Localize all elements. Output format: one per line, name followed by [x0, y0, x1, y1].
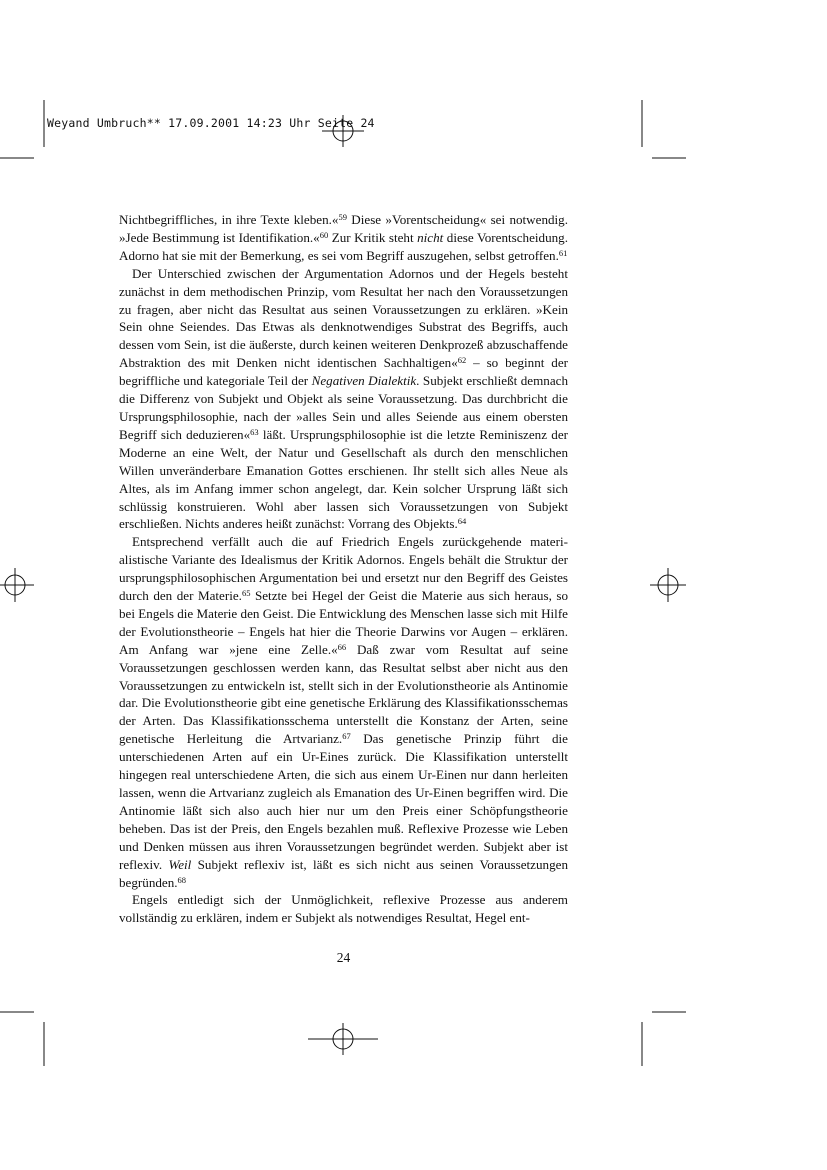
footnote-reference: 59	[338, 212, 347, 222]
footnote-reference: 66	[337, 641, 347, 652]
footnote-reference: 68	[177, 874, 187, 885]
text-run: – so beginnt der begriffliche und kategoriale Teil der	[119, 355, 568, 389]
footnote-reference: 67	[342, 731, 351, 742]
text-run: Setzte bei Hegel der Geist die Materie aus sich heraus, so bei Engels die Materie den Geist. Die Entwicklung des Menschen lasse sich mit Hilfe der Evolutionstheorie – Engels hat hier die Theorie Darwins vor Augen – erklären. Am Anfang war »jene eine Zelle.«	[119, 588, 568, 657]
text-run: läßt. Ursprungsphilosophie ist die letzte Reminiszenz der Moderne an eine Welt, der Natur und Gesellschaft als durch den menschlichen Willen unveränderbare Emanation Gottes erschienen. Ihr stellt sich alles Neue als Altes, als im Anfang immer schon angelegt, dar. Kein solcher Ursprung läßt sich schlüssig konstruieren. Wohl aber lassen sich Voraussetzungen von Subjekt erschließen. Nichts anderes heißt zunächst: Vorrang des Objekts.	[119, 426, 568, 532]
emphasis-text: Negativen Dialektik	[311, 373, 417, 389]
text-run: diese Vorentscheidung. Adorno hat sie mit der Bemerkung, es sei vom Begriff auszugehen, selbst getroffen.	[119, 229, 568, 263]
text-run: Der Unterschied zwischen der Argumentation Adornos und der Hegels besteht zunächst in dem methodischen Prinzip, vom Resultat her nach den Voraussetzungen zu fragen, aber nicht das Resultat aus seinen Voraussetzungen zu erklären. »Kein Sein ohne Seiendes. Das Etwas als denknotwendiges Substrat des Begriffs, auch dessen vom Sein, ist die äußerste, durch keinen weiteren Denkprozeß abzuschaffende Abstraktion des mit Denken nicht identischen Sachhaltigen«	[119, 265, 568, 371]
print-slug-line: Weyand Umbruch** 17.09.2001 14:23 Uhr Seite 24	[47, 116, 375, 130]
body-paragraph	[119, 533, 568, 891]
text-run: Nichtbegriffliches, in ihre Texte kleben.«	[119, 212, 339, 227]
emphasis-text: nicht	[417, 229, 444, 245]
text-run: Engels entledigt sich der Unmöglichkeit, reflexive Prozesse aus anderem vollständig zu erklären, indem er Subjekt als notwendiges Resultat, Hegel ent-	[119, 892, 568, 926]
body-text	[119, 211, 568, 927]
text-run: Entsprechend verfällt auch die auf Friedrich Engels zurückgehende materialistische Variante des Idealismus der Kritik Adornos. Engels behält die Struktur der ursprungsphilosophischen Argumentation bei und ersetzt nur den Begriff des Geistes durch den der Materie.	[119, 534, 568, 604]
body-paragraph	[119, 211, 568, 265]
footnote-reference: 61	[558, 247, 568, 258]
page-number: 24	[336, 950, 351, 965]
registration-mark-top	[322, 115, 364, 147]
text-run: Das genetische Prinzip führt die unterschiedenen Arten auf ein Ur-Eines zurück. Die Klassifikation unterstellt hingegen real unterschiedene Arten, die sich aus einem Ur-Einen nur dann herleiten lassen, wenn die Artvarianz zugleich als Emanation des Ur-Einen begriffen wird. Die Antinomie läßt sich also auch hier nur um den Preis einer Schöpfungstheorie beheben. Das ist der Preis, den Engels bezahlen muß. Reflexive Prozesse wie Leben und Denken müssen aus ihren Voraussetzungen begründet werden. Subjekt aber ist reflexiv.	[119, 731, 568, 872]
text-run: Daß zwar vom Resultat auf seine Voraussetzungen geschlossen werden kann, das Resultat selbst aber nicht aus den Voraussetzungen zu entwickeln ist, stellt sich in der Evolutionstheorie als Antinomie dar. Die Evolutionstheorie gibt eine genetische Erklärung des Klassifikationsschemas der Arten. Das Klassifikationsschema unterstellt die Konstanz der Arten, seine genetische Herleitung die Artvarianz.	[119, 641, 568, 747]
footnote-reference: 60	[319, 229, 329, 240]
text-run: Zur Kritik steht	[328, 229, 418, 245]
registration-mark-bottom	[308, 1023, 378, 1055]
registration-mark-right	[650, 568, 686, 602]
registration-mark-left	[0, 568, 34, 602]
body-paragraph	[119, 265, 568, 534]
emphasis-text: Weil	[168, 856, 192, 872]
text-run: Subjekt reflexiv ist, läßt es sich nicht aus seinen Voraussetzungen begründen.	[119, 856, 568, 890]
footnote-reference: 62	[457, 355, 467, 366]
footnote-reference: 63	[250, 426, 259, 437]
text-run: Diese »Vorentscheidung« sei notwendig. »Jede Bestimmung ist Identifikation.«	[119, 212, 568, 245]
footnote-reference: 65	[241, 588, 251, 599]
text-run: . Subjekt erschließt demnach die Differenz von Subjekt und Objekt als seine Voraussetzung. Das durchbricht die Ursprungsphilosophie, nach der »alles Sein und alles Seiende aus einem obersten Begriff sich deduzieren«	[119, 373, 569, 442]
footnote-reference: 64	[457, 516, 467, 527]
body-paragraph	[119, 891, 568, 927]
